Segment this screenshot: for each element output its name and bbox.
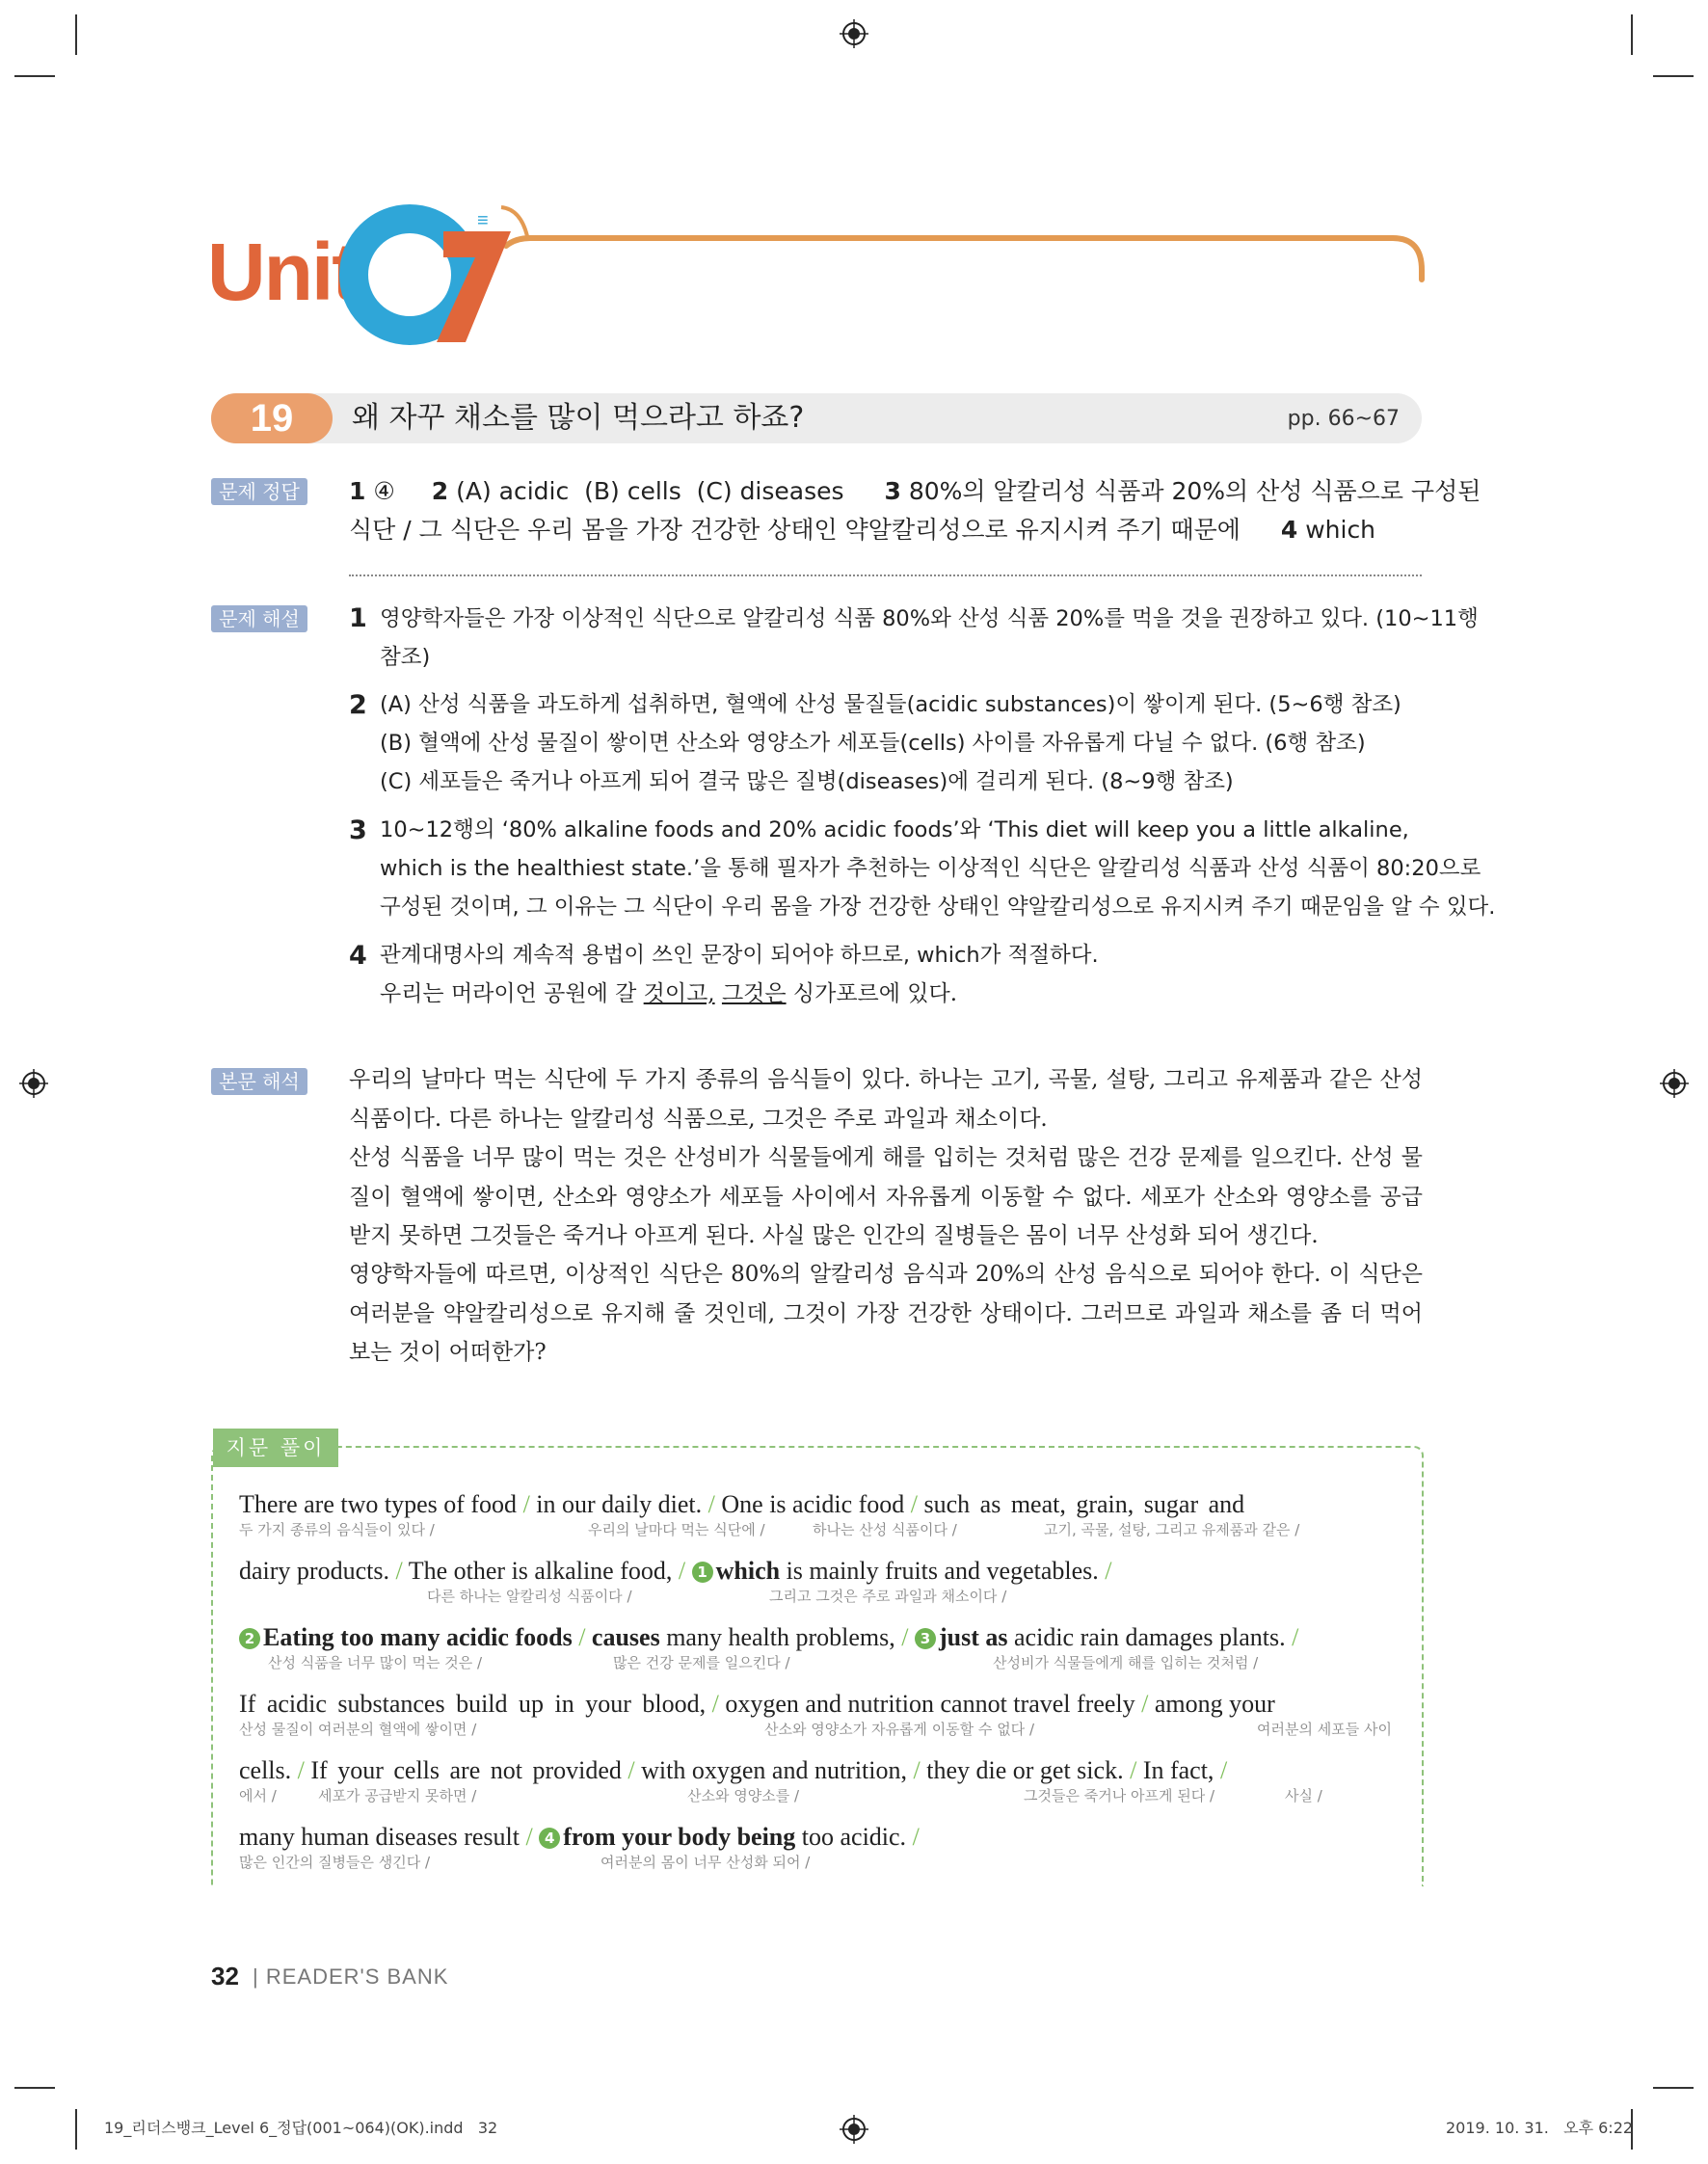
slash: / xyxy=(913,1756,921,1784)
chunk: with oxygen and nutrition, xyxy=(641,1756,907,1784)
slash: / xyxy=(1130,1756,1137,1784)
explanation-line: (C) 세포들은 죽거나 아프게 되어 결국 많은 질병(diseases)에 걸리게 된다. (8~9행 참조) xyxy=(380,769,1234,794)
answer-number: 2 xyxy=(431,477,449,505)
reading-line xyxy=(239,1690,1391,1719)
key-phrase: causes xyxy=(591,1623,660,1651)
crop-mark xyxy=(1653,2087,1694,2089)
chunk: In fact, xyxy=(1142,1756,1214,1784)
crop-mark xyxy=(1631,14,1633,55)
chunk: If acidic substances build up in your blood, xyxy=(239,1690,707,1718)
chunk: cells. xyxy=(239,1756,292,1784)
chunk: One is acidic food xyxy=(721,1490,905,1518)
example-underlined: 그것은 xyxy=(721,981,787,1006)
answers-line-1 xyxy=(349,472,1481,511)
explanation-number: 3 xyxy=(349,815,367,845)
gloss: 그리고 그것은 주로 과일과 채소이다 / xyxy=(769,1588,1007,1605)
gloss: 고기, 곡물, 설탕, 그리고 유제품과 같은 / xyxy=(1044,1521,1300,1538)
slash: / xyxy=(707,1490,715,1518)
point-marker-icon: 1 xyxy=(692,1562,713,1583)
reading-line xyxy=(239,1756,1391,1785)
slash: / xyxy=(912,1823,920,1851)
explanation-line: 영양학자들은 가장 이상적인 식단으로 알칼리성 식품 80%와 산성 식품 20%를 먹을 것을 권장하고 있다. (10~11행 xyxy=(380,606,1479,631)
example-underlined: 것이고, xyxy=(643,981,715,1006)
key-phrase: from your body xyxy=(563,1823,732,1851)
slash: / xyxy=(627,1756,635,1784)
point-marker-icon: 2 xyxy=(239,1628,260,1649)
example-sentence xyxy=(380,975,1426,1013)
gloss: 많은 건강 문제를 일으킨다 / xyxy=(613,1654,790,1671)
slash: / xyxy=(1105,1557,1112,1585)
answer-number: 4 xyxy=(1280,516,1298,544)
chunk: too acidic. xyxy=(795,1823,907,1851)
explanation-line: (B) 혈액에 산성 물질이 쌓이면 산소와 영양소가 세포들(cells) 사이를 자유롭게 다닐 수 없다. (6행 참조) xyxy=(380,731,1366,756)
explanation-number: 4 xyxy=(349,941,367,971)
slash: / xyxy=(678,1557,686,1585)
gloss: 세포가 공급받지 못하면 / xyxy=(318,1787,477,1804)
chunk: oxygen and nutrition cannot travel freely xyxy=(725,1690,1135,1718)
translation-paragraph: 영양학자들에 따르면, 이상적인 식단은 80%의 알칼리성 음식과 20%의 산성 음식으로 되어야 한다. 이 식단은 여러분을 약알칼리성으로 유지해 줄 것인데, 그것이 가장 건강한 상태이다. 그러므로 과일과 채소를 좀 더 먹어 보는 것이 어떠한가? xyxy=(349,1262,1423,1365)
divider xyxy=(349,574,1422,576)
explanation-line: which is the healthiest state.’을 통해 필자가 추천하는 이상적인 식단은 알칼리성 식품과 산성 식품이 80:20으로 xyxy=(380,856,1481,881)
slash: / xyxy=(297,1756,305,1784)
example-text: 싱가포르에 있다. xyxy=(786,981,958,1006)
chunk: many human diseases result xyxy=(239,1823,520,1851)
gloss: 그것들은 죽거나 아프게 된다 / xyxy=(1024,1787,1215,1804)
slash: / xyxy=(910,1490,919,1518)
chunk: such as meat, grain, sugar and xyxy=(923,1490,1245,1518)
slash: / xyxy=(901,1623,909,1651)
gloss: 산소와 영양소가 자유롭게 이동할 수 없다 / xyxy=(764,1721,1034,1738)
gloss: 하나는 산성 식품이다 / xyxy=(813,1521,957,1538)
crop-mark xyxy=(1653,75,1694,77)
example-text: 우리는 머라이언 공원에 갈 xyxy=(380,981,644,1006)
example-text xyxy=(715,981,722,1006)
answer-text: which xyxy=(1305,516,1376,544)
explanation-number: 1 xyxy=(349,603,367,633)
key-phrase: being xyxy=(736,1823,796,1851)
gloss: 우리의 날마다 먹는 식단에 / xyxy=(588,1521,765,1538)
reading-tag: 지문 풀이 xyxy=(213,1429,338,1467)
crop-mark xyxy=(14,75,55,77)
answer-text: 식단 / 그 식단은 우리 몸을 가장 건강한 상태인 약알칼리성으로 유지시켜 주기 때문에 xyxy=(349,516,1241,544)
gloss: 사실 / xyxy=(1285,1787,1322,1804)
gloss: 에서 / xyxy=(239,1787,277,1804)
explanation-number: 2 xyxy=(349,690,367,720)
reading-line xyxy=(239,1557,1391,1586)
explanation-line: 관계대명사의 계속적 용법이 쓰인 문장이 되어야 하므로, which가 적절하다. xyxy=(380,943,1099,968)
svg-text:≡: ≡ xyxy=(477,210,489,231)
chunk: The other is alkaline food, xyxy=(408,1557,673,1585)
crop-mark xyxy=(14,2087,55,2089)
answer-text: 80%의 알칼리성 식품과 20%의 산성 식품으로 구성된 xyxy=(908,477,1481,505)
chunk: There are two types of food xyxy=(239,1490,518,1518)
explanation-item xyxy=(380,685,1426,801)
crop-mark xyxy=(75,14,77,55)
slash: / xyxy=(395,1557,403,1585)
explanation-item xyxy=(380,936,1426,1013)
registration-mark-icon xyxy=(19,1069,48,1098)
chunk: is mainly fruits and vegetables. xyxy=(780,1557,1099,1585)
answer-text: ④ xyxy=(373,477,395,505)
lesson-title: 왜 자꾸 채소를 많이 먹으라고 하죠? xyxy=(352,401,805,435)
reading-line xyxy=(239,1623,1391,1652)
explanation-tag: 문제 해설 xyxy=(211,605,307,632)
key-phrase: Eating too many acidic foods xyxy=(263,1623,573,1651)
page-number: 32 xyxy=(211,1962,239,1990)
explanation-line: 10~12행의 ‘80% alkaline foods and 20% acidic foods’와 ‘This diet will keep you a little alkaline, xyxy=(380,817,1409,842)
gloss: 산성 식품을 너무 많이 먹는 것은 / xyxy=(268,1654,483,1671)
registration-mark-icon xyxy=(840,2115,868,2144)
translation-paragraph: 우리의 날마다 먹는 식단에 두 가지 종류의 음식들이 있다. 하나는 고기, 곡물, 설탕, 그리고 유제품과 같은 산성 식품이다. 다른 하나는 알칼리성 식품으로, 그것은 주로 과일과 채소이다. xyxy=(349,1067,1423,1132)
gloss: 다른 하나는 알칼리성 식품이다 / xyxy=(427,1588,632,1605)
registration-mark-icon xyxy=(840,19,868,48)
chunk: many health problems, xyxy=(659,1623,895,1651)
gloss: 산성 물질이 여러분의 혈액에 쌓이면 / xyxy=(239,1721,477,1738)
gloss: 산소와 영양소를 / xyxy=(687,1787,800,1804)
gloss: 두 가지 종류의 음식들이 있다 / xyxy=(239,1521,435,1538)
explanation-line: 구성된 것이며, 그 이유는 그 식단이 우리 몸을 가장 건강한 상태인 약알칼리성으로 유지시켜 주기 때문임을 알 수 있다. xyxy=(380,895,1496,920)
key-phrase: which xyxy=(715,1557,781,1585)
reading-line xyxy=(239,1490,1391,1519)
unit-number-graphic xyxy=(323,188,1427,352)
slash: / xyxy=(578,1623,586,1651)
translation-tag: 본문 해석 xyxy=(211,1068,307,1095)
answer-number: 3 xyxy=(884,477,901,505)
chunk: If your cells are not provided xyxy=(310,1756,622,1784)
explanation-item xyxy=(380,600,1479,677)
book-title: | READER'S BANK xyxy=(253,1964,449,1989)
key-phrase: just as xyxy=(939,1623,1008,1651)
translation-paragraph: 산성 식품을 너무 많이 먹는 것은 산성비가 식물들에게 해를 입히는 것처럼 많은 건강 문제를 일으킨다. 산성 물질이 혈액에 쌓이면, 산소와 영양소가 세포들 사이에서 자유롭게 이동할 수 없다. 세포가 산소와 영양소를 공급받지 못하면 그것들은 죽거나 아프게 된다. 사실 많은 인간의 질병들은 몸이 너무 산성화 되어 생긴다. xyxy=(349,1145,1423,1248)
slash: / xyxy=(1292,1623,1299,1651)
slash: / xyxy=(711,1690,719,1718)
registration-mark-icon xyxy=(1660,1069,1689,1098)
point-marker-icon: 4 xyxy=(539,1828,560,1849)
answers-line-2 xyxy=(349,511,1428,549)
answers-tag: 문제 정답 xyxy=(211,478,307,505)
reading-line xyxy=(239,1823,1391,1852)
slug-date: 2019. 10. 31. 오후 6:22 xyxy=(1446,2119,1634,2137)
crop-mark xyxy=(75,2109,77,2150)
chunk: in our daily diet. xyxy=(536,1490,703,1518)
slash: / xyxy=(525,1823,533,1851)
slash: / xyxy=(522,1490,530,1518)
slash: / xyxy=(1141,1690,1149,1718)
chunk: among your xyxy=(1154,1690,1275,1718)
answer-number: 1 xyxy=(349,477,366,505)
slug-filename: 19_리더스뱅크_Level 6_정답(001~064)(OK).indd 32 xyxy=(104,2119,498,2137)
chunk: they die or get sick. xyxy=(926,1756,1124,1784)
chunk: dairy products. xyxy=(239,1557,389,1585)
explanation-item xyxy=(380,811,1496,926)
unit-label: Unit xyxy=(207,227,358,317)
lesson-number: 19 xyxy=(211,393,333,443)
point-marker-icon: 3 xyxy=(915,1628,936,1649)
page-range: pp. 66~67 xyxy=(1287,407,1400,431)
gloss: 여러분의 몸이 너무 산성화 되어 / xyxy=(600,1854,811,1871)
explanation-line: 참조) xyxy=(380,645,431,670)
explanation-line: (A) 산성 식품을 과도하게 섭취하면, 혈액에 산성 물질들(acidic substances)이 쌓이게 된다. (5~6행 참조) xyxy=(380,692,1401,717)
gloss: 산성비가 식물들에게 해를 입히는 것처럼 / xyxy=(993,1654,1259,1671)
answer-text: (A) acidic (B) cells (C) diseases xyxy=(456,477,844,505)
gloss: 여러분의 세포들 사이 xyxy=(1257,1721,1392,1738)
slash: / xyxy=(1219,1756,1228,1784)
gloss: 많은 인간의 질병들은 생긴다 / xyxy=(239,1854,431,1871)
chunk: acidic rain damages plants. xyxy=(1007,1623,1286,1651)
